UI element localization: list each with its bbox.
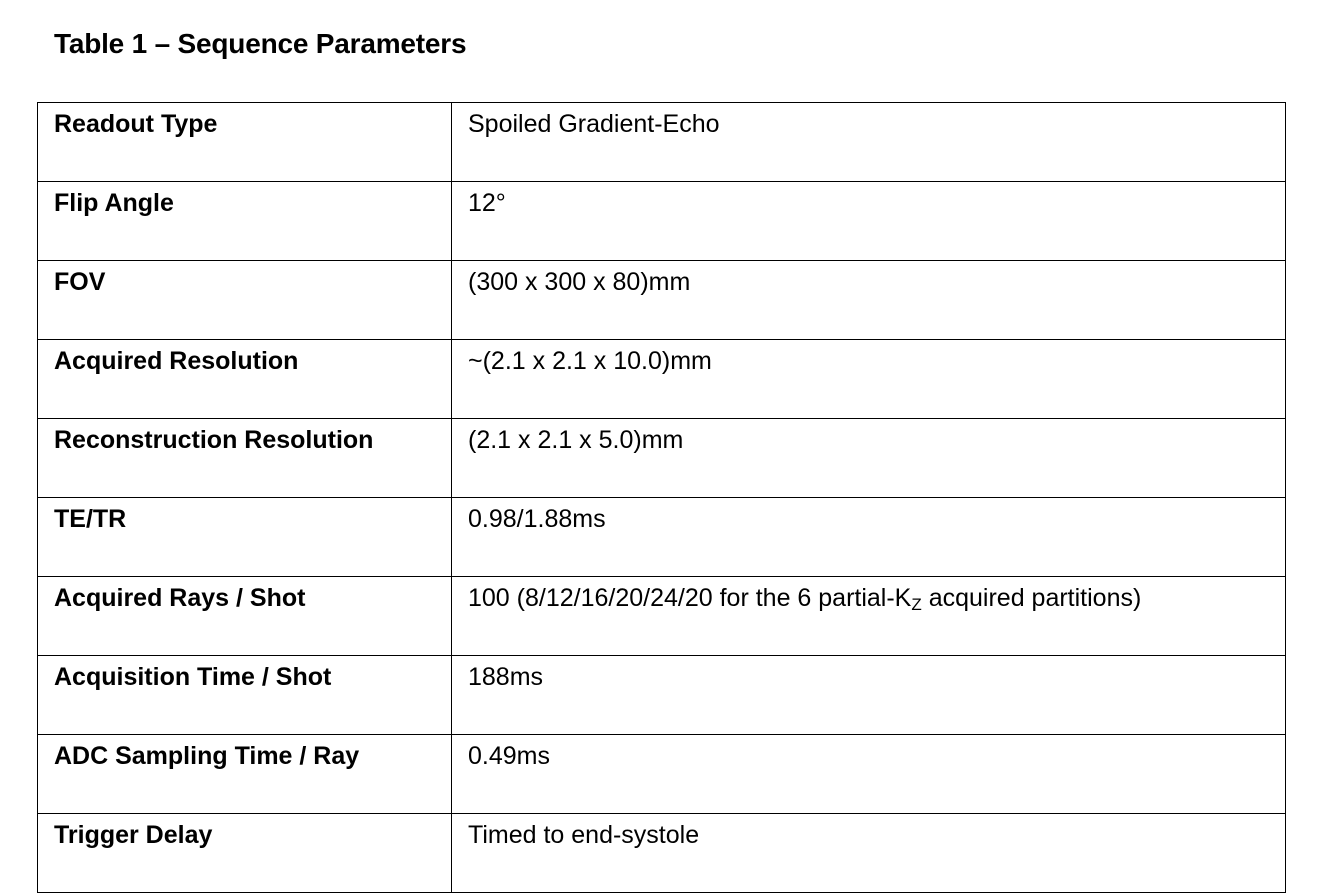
table-row	[38, 419, 1286, 498]
table-row	[38, 498, 1286, 577]
row-value-reconstruction-resolution: (2.1 x 2.1 x 5.0)mm	[452, 419, 1286, 498]
row-value-acquired-rays-shot	[452, 577, 1286, 656]
row-value-adc-sampling-time-ray: 0.49ms	[452, 735, 1286, 814]
table-row	[38, 182, 1286, 261]
row-label-trigger-delay: Trigger Delay	[38, 814, 452, 893]
row-value-acquired-resolution: ~(2.1 x 2.1 x 10.0)mm	[452, 340, 1286, 419]
sequence-parameters-table	[37, 102, 1286, 893]
row-label-reconstruction-resolution: Reconstruction Resolution	[38, 419, 452, 498]
kz-subscript: Z	[911, 595, 922, 614]
value-text: 100 (8/12/16/20/24/20 for the 6 partial-K	[468, 584, 912, 612]
row-value-acquisition-time-shot: 188ms	[452, 656, 1286, 735]
row-value-flip-angle: 12°	[452, 182, 1286, 261]
table-row	[38, 577, 1286, 656]
row-label-acquired-rays-shot: Acquired Rays / Shot	[38, 577, 452, 656]
table-row	[38, 735, 1286, 814]
row-label-adc-sampling-time-ray: ADC Sampling Time / Ray	[38, 735, 452, 814]
table-row	[38, 814, 1286, 893]
row-label-readout-type: Readout Type	[38, 103, 452, 182]
row-value-fov: (300 x 300 x 80)mm	[452, 261, 1286, 340]
table-row	[38, 261, 1286, 340]
row-label-te-tr: TE/TR	[38, 498, 452, 577]
row-label-flip-angle: Flip Angle	[38, 182, 452, 261]
value-text-continued: acquired partitions)	[921, 584, 1142, 612]
table-row	[38, 103, 1286, 182]
row-label-fov: FOV	[38, 261, 452, 340]
row-label-acquisition-time-shot: Acquisition Time / Shot	[38, 656, 452, 735]
row-value-te-tr: 0.98/1.88ms	[452, 498, 1286, 577]
table-row	[38, 656, 1286, 735]
row-value-readout-type: Spoiled Gradient-Echo	[452, 103, 1286, 182]
table-row	[38, 340, 1286, 419]
table-caption: Table 1 – Sequence Parameters	[54, 28, 467, 59]
row-value-trigger-delay: Timed to end-systole	[452, 814, 1286, 893]
row-label-acquired-resolution: Acquired Resolution	[38, 340, 452, 419]
